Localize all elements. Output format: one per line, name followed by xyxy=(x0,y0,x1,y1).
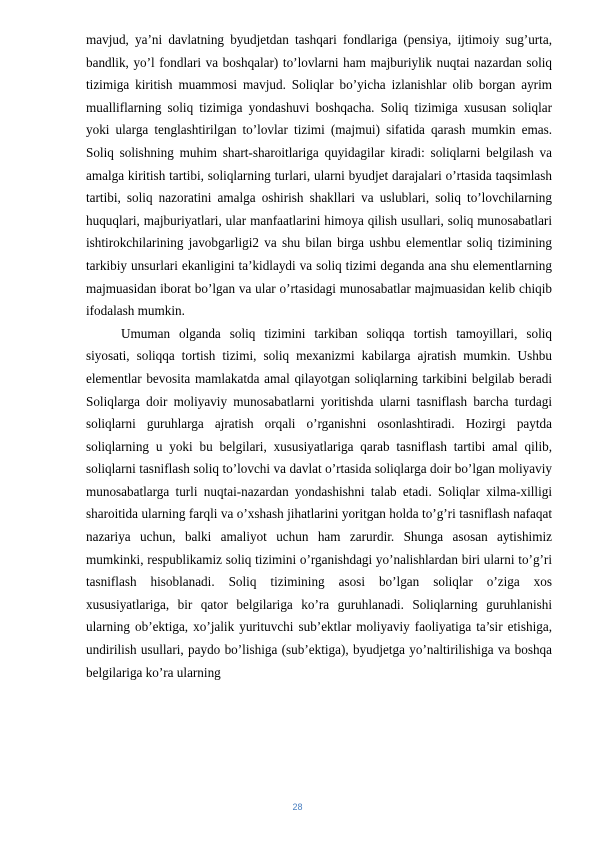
paragraph-2: Umuman olganda soliq tizimini tarkiban soliqqa tortish tamoyillari, soliq siyosati, soliqqa tortish tizimi, soliq mexanizmi kabilarga ajratish mumkin. Ushbu elementlar bevosita mamlakatda amal qilayotgan soliqlarning tarkibini belgilab beradi Soliqlarga doir moliyaviy munosabatlarni yoritishda ularni tasniflash barcha turdagi soliqlarni guruhlarga ajratish orqali o’rganishni osonlashtiradi. Hozirgi paytda soliqlarning u yoki bu belgilari, xususiyatlariga qarab tasniflash tartibi amal qilib, soliqlarni tasniflash soliq to’lovchi va davlat o’rtasida soliqlarga doir bo’lgan moliyaviy munosabatlarga turli nuqtai-nazardan yondashishni talab etadi. Soliqlar xilma-xilligi sharoitida ularning farqli va o’xshash jihatlarini yoritgan holda to’g’ri tasniflash nafaqat nazariya uchun, balki amaliyot uchun ham zarurdir. Shunga asosan aytishimiz mumkinki, respublikamiz soliq tizimini o’rganishdagi yo’nalishlardan biri ularni to’g’ri tasniflash hisoblanadi. Soliq tizimining asosi bo’lgan soliqlar o’ziga xos xususiyatlariga, bir qator belgilariga ko’ra guruhlanadi. Soliqlarning guruhlanishi ularning ob’ektiga, xo’jalik yurituvchi sub’ektlar moliyaviy faoliyatiga ta’sir etishiga, undirilish usullari, paydo bo’lishiga (sub’ektiga), byudjetga yo’naltirilishiga va boshqa belgilariga ko’ra ularning xyxy=(86,325,552,680)
paragraph-1: mavjud, ya’ni davlatning byudjetdan tashqari fondlariga (pensiya, ijtimoiy sug’urta, bandlik, yo’l fondlari va boshqalar) to’lovlarni ham majburiylik nuqtai nazardan soliq tizimiga kiritish muammosi mavjud. Soliqlar bo’yicha izlanishlar olib borgan ayrim mualliflarning soliq tizimiga yondashuvi boshqacha. Soliq tizimiga xususan soliqlar yoki ularga tenglashtirilgan to’lovlar tizimi (majmui) sifatida qarash mumkin emas. Soliq solishning muhim shart-sharoitlariga quyidagilar kiradi: soliqlarni belgilash va amalga kiritish tartibi, soliqlarning turlari, ularni byudjet darajalari o’rtasida taqsimlash tartibi, soliq nazoratini amalga oshirish shakllari va uslublari, soliq to’lovchilarning huquqlari, majburiyatlari, ular manfaatlarini himoya qilish usullari, soliq munosabatlari ishtirokchilarining javobgarligi2 va shu bilan birga ushbu elementlar soliq tizimining tarkibiy unsurlari ekanligini ta’kidlaydi va soliq tizimi deganda ana shu elementlarning majmuasidan iborat bo’lgan va ular o’rtasidagi munosabatlar majmuasidan kelib chiqib ifodalash mumkin. xyxy=(86,32,552,319)
page-number: 28 xyxy=(292,802,303,812)
body-text xyxy=(86,29,552,684)
